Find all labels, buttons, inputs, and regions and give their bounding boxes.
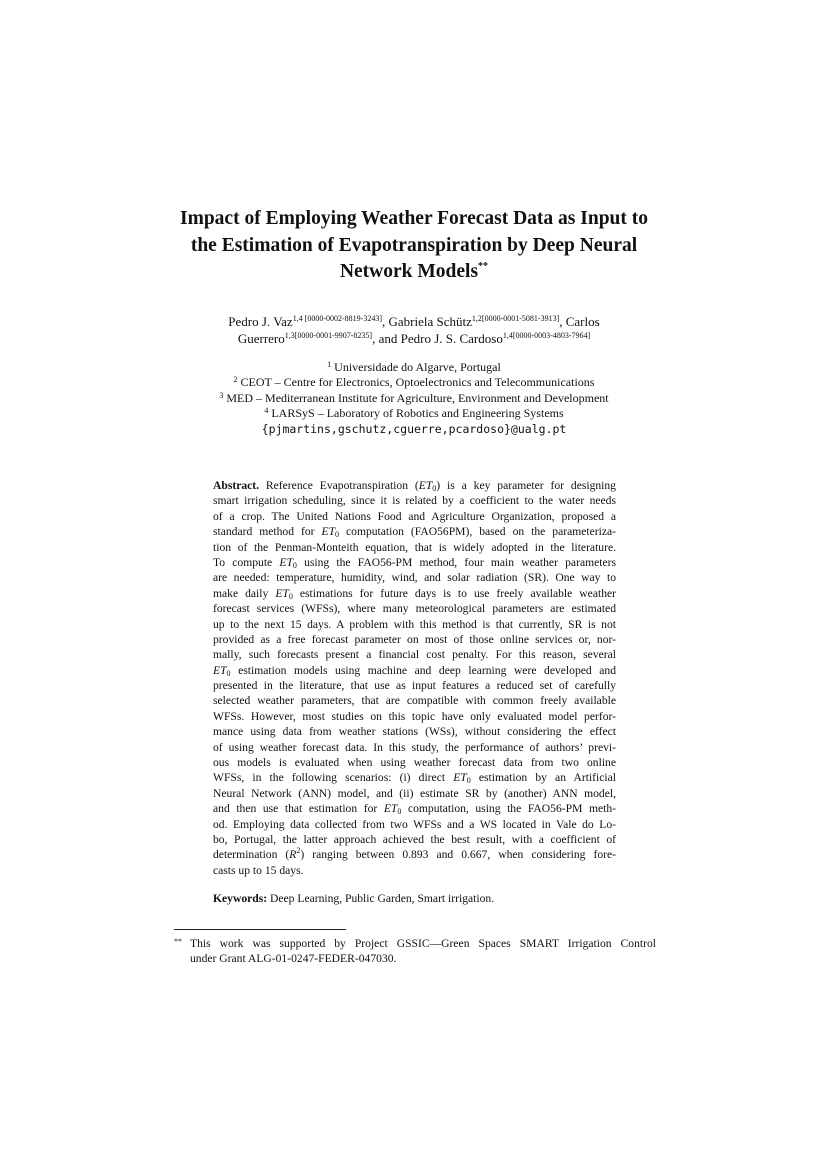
abstract-line: selected weather parameters, that are compatible with common freely available — [213, 694, 616, 708]
abstract-line: ous models is evaluated when using weather forecast data from two online — [213, 756, 616, 770]
title-line-3: Network Models — [339, 261, 479, 282]
author-1-name: Pedro J. Vaz — [228, 314, 293, 329]
abstract-text: make daily — [213, 586, 276, 600]
abstract-line: casts up to 15 days. — [213, 863, 304, 877]
et0-symbol: $ET_0$ — [213, 663, 231, 678]
et0-symbol: $ET_0$ — [321, 525, 340, 540]
abstract-text: estimation by an Artificial — [470, 771, 616, 785]
author-3-first-name: Carlos — [565, 314, 600, 329]
affiliation-text: MED – Mediterranean Institute for Agriculture, Environment and Development — [223, 390, 609, 405]
abstract-line: od. Employing data collected from two WFSs and a WS located in Vale do Lo- — [213, 817, 616, 831]
affiliation-number: 1 — [327, 360, 332, 369]
abstract-text: computation (FAO56PM), based on the parameteriza- — [339, 525, 616, 539]
abstract-text: using the FAO56-PM method, four main weather parameters — [296, 555, 616, 569]
abstract-line: WFSs. However, most studies on this topic have only evaluated model perfor- — [213, 709, 616, 723]
abstract-line — [213, 478, 616, 493]
footnote — [174, 936, 656, 967]
abstract-line: are needed: temperature, humidity, wind, and solar radiation (SR). One way to — [213, 571, 616, 585]
author-list — [200, 313, 628, 347]
affiliation-list — [180, 360, 648, 437]
keywords-label: Keywords: — [213, 892, 268, 905]
affiliation-4 — [180, 406, 648, 421]
footnote-line: This work was supported by Project GSSIC—Green Spaces SMART Irrigation Control — [190, 937, 656, 950]
et0-symbol: $ET_0$ — [279, 555, 297, 570]
keywords — [213, 891, 616, 906]
abstract-text: and then use that estimation for — [213, 802, 384, 816]
affiliation-text: LARSyS – Laboratory of Robotics and Engineering Systems — [268, 406, 564, 421]
affiliation-3 — [180, 391, 648, 406]
abstract-text: ) is a key parameter for designing — [436, 479, 616, 492]
author-3-last-name: Guerrero — [237, 331, 285, 346]
abstract-text: To compute — [213, 555, 280, 569]
abstract-text: ) ranging between 0.893 and 0.667, when considering fore- — [300, 848, 616, 862]
abstract-line: Neural Network (ANN) model, and (ii) estimate SR by (another) ANN model, — [213, 786, 616, 800]
affiliation-number: 4 — [264, 406, 269, 416]
abstract-line: of using weather forecast data. In this study, the performance of authors’ previ- — [213, 740, 616, 754]
abstract-line — [213, 770, 616, 785]
abstract — [213, 478, 616, 878]
affiliation-text: CEOT – Centre for Electronics, Optoelectronics and Telecommunications — [237, 375, 595, 390]
et0-symbol: $ET_0$ — [418, 479, 437, 493]
author-3-affil-orcid: 1,3[0000-0001-9907-8235] — [284, 331, 373, 340]
title-line-2: the Estimation of Evapotranspiration by Deep Neural — [190, 234, 638, 256]
title-footnote-mark: ** — [478, 261, 489, 272]
author-1-affil-orcid: 1,4 [0000-0002-8819-3243] — [292, 314, 383, 323]
abstract-line: forecast services (WFSs), where many meteorological parameters are estimated — [213, 602, 616, 616]
abstract-line — [213, 586, 616, 601]
author-separator: , and — [372, 331, 401, 346]
abstract-line: mally, such forecasts present a financial cost penalty. For this reason, several — [213, 648, 616, 662]
abstract-text: standard method for — [213, 525, 322, 539]
affiliation-1 — [180, 360, 648, 375]
abstract-line — [213, 555, 616, 570]
abstract-text: computation, using the FAO56-PM meth- — [401, 802, 616, 816]
abstract-line: tion of the Penman-Monteith equation, that is widely adopted in the literature. — [213, 540, 616, 554]
footnote-body — [190, 936, 656, 967]
abstract-line — [213, 801, 616, 816]
footnote-divider — [174, 929, 346, 930]
author-4-name: Pedro J. S. Cardoso — [400, 331, 503, 346]
author-emails: {pjmartins,gschutz,cguerre,pcardoso}@ualg.pt — [261, 421, 567, 436]
paper-title — [160, 206, 668, 286]
abstract-text: determination ( — [213, 848, 290, 862]
abstract-label: Abstract. — [213, 479, 260, 492]
abstract-line: bo, Portugal, the latter approach achieved the best result, with a coefficient of — [213, 832, 616, 846]
author-separator: , — [559, 314, 566, 329]
abstract-text: estimations for future days is to use freely available weather — [292, 586, 616, 600]
abstract-text: estimation models using machine and deep learning were developed and — [230, 663, 616, 677]
abstract-line: of a crop. The United Nations Food and Agriculture Organization, proposed a — [213, 509, 616, 523]
r-squared-symbol: $R^2$ — [289, 846, 301, 862]
affiliation-2 — [180, 375, 648, 390]
author-2-affil-orcid: 1,2[0000-0001-5081-3913] — [471, 314, 560, 323]
abstract-line: smart irrigation scheduling, since it is related by a coefficient to the water needs — [213, 494, 616, 508]
author-2-name: Gabriela Schütz — [388, 314, 472, 329]
abstract-line — [213, 847, 616, 862]
affiliation-number: 3 — [219, 390, 224, 400]
abstract-line: up to the next 15 days. A problem with this method is that currently, SR is not — [213, 617, 616, 631]
footnote-line: under Grant ALG-01-0247-FEDER-047030. — [190, 952, 397, 966]
affiliation-number: 2 — [233, 375, 238, 385]
affiliation-text: Universidade do Algarve, Portugal — [331, 360, 501, 374]
et0-symbol: $ET_0$ — [453, 771, 471, 786]
abstract-text: Reference Evapotranspiration ( — [259, 479, 419, 492]
abstract-line — [213, 524, 616, 539]
abstract-line — [213, 663, 616, 678]
et0-symbol: $ET_0$ — [383, 802, 402, 817]
abstract-line: provided as a free forecast parameter on most of those online services or, nor- — [213, 632, 616, 646]
abstract-line: mance using data from weather stations (WSs), without considering the effect — [213, 725, 616, 739]
abstract-text: WFSs, in the following scenarios: (i) direct — [213, 771, 454, 785]
title-line-1: Impact of Employing Weather Forecast Data as Input to — [180, 208, 648, 229]
et0-symbol: $ET_0$ — [275, 586, 293, 601]
abstract-line: presented in the literature, that use as input features a reduced set of carefully — [213, 679, 616, 693]
footnote-mark: ** — [174, 937, 182, 946]
author-4-affil-orcid: 1,4[0000-0003-4803-7964] — [502, 331, 591, 340]
author-separator: , — [382, 314, 389, 329]
keywords-text: Deep Learning, Public Garden, Smart irrigation. — [267, 892, 495, 905]
